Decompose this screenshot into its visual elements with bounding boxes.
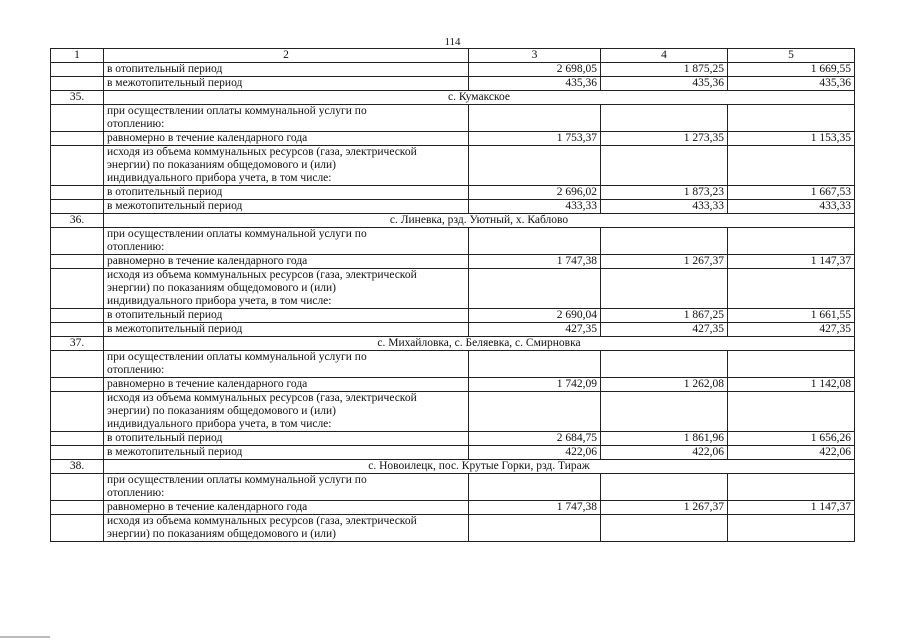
value-col-3: 1 747,38 xyxy=(469,255,601,269)
note-text xyxy=(104,351,469,378)
note-line: индивидуального прибора учета, в том числе: xyxy=(107,295,332,307)
value-col-5: 1 147,37 xyxy=(728,255,855,269)
number-cell xyxy=(51,351,104,378)
note-row xyxy=(51,228,855,255)
number-cell xyxy=(51,228,104,255)
header-cell: 2 xyxy=(104,49,469,63)
empty-value-cell xyxy=(601,351,728,378)
number-cell xyxy=(51,378,104,392)
value-col-5: 1 147,37 xyxy=(728,501,855,515)
table-row xyxy=(51,186,855,200)
note-line: энергии) по показаниям общедомового и (или) xyxy=(107,282,336,294)
note-line: энергии) по показаниям общедомового и (или) xyxy=(107,405,336,417)
note-line: отоплению: xyxy=(107,118,165,130)
row-label: в отопительный период xyxy=(104,63,469,77)
empty-value-cell xyxy=(601,392,728,432)
table-header-row xyxy=(51,49,855,63)
table-row xyxy=(51,77,855,91)
value-col-5: 1 656,26 xyxy=(728,432,855,446)
empty-value-cell xyxy=(601,146,728,186)
note-line: индивидуального прибора учета, в том числе: xyxy=(107,172,332,184)
number-cell xyxy=(51,515,104,542)
section-number: 36. xyxy=(51,214,104,228)
value-col-3: 2 696,02 xyxy=(469,186,601,200)
section-row xyxy=(51,91,855,105)
empty-value-cell xyxy=(728,146,855,186)
empty-value-cell xyxy=(469,392,601,432)
number-cell xyxy=(51,77,104,91)
note-line: индивидуального прибора учета, в том числе: xyxy=(107,418,332,430)
empty-value-cell xyxy=(469,269,601,309)
note-row xyxy=(51,105,855,132)
value-col-3: 422,06 xyxy=(469,446,601,460)
empty-value-cell xyxy=(728,474,855,501)
row-label: в межотопительный период xyxy=(104,323,469,337)
row-label: в межотопительный период xyxy=(104,77,469,91)
row-label: равномерно в течение календарного года xyxy=(104,501,469,515)
empty-value-cell xyxy=(469,474,601,501)
value-col-5: 1 667,53 xyxy=(728,186,855,200)
header-cell: 3 xyxy=(469,49,601,63)
empty-value-cell xyxy=(469,515,601,542)
note-text xyxy=(104,146,469,186)
row-label: равномерно в течение календарного года xyxy=(104,255,469,269)
empty-value-cell xyxy=(601,105,728,132)
row-label: в межотопительный период xyxy=(104,200,469,214)
section-number: 37. xyxy=(51,337,104,351)
value-col-4: 1 867,25 xyxy=(601,309,728,323)
table-row xyxy=(51,309,855,323)
note-line: при осуществлении оплаты коммунальной услуги по xyxy=(107,105,367,117)
table-row xyxy=(51,501,855,515)
empty-value-cell xyxy=(469,146,601,186)
value-col-5: 433,33 xyxy=(728,200,855,214)
value-col-4: 1 873,23 xyxy=(601,186,728,200)
number-cell xyxy=(51,432,104,446)
value-col-3: 1 747,38 xyxy=(469,501,601,515)
value-col-5: 435,36 xyxy=(728,77,855,91)
note-line: отоплению: xyxy=(107,487,165,499)
scan-edge-mark xyxy=(0,636,50,638)
value-col-4: 1 875,25 xyxy=(601,63,728,77)
value-col-5: 1 669,55 xyxy=(728,63,855,77)
value-col-5: 422,06 xyxy=(728,446,855,460)
table-row xyxy=(51,323,855,337)
section-row xyxy=(51,337,855,351)
table-row xyxy=(51,132,855,146)
empty-value-cell xyxy=(469,228,601,255)
empty-value-cell xyxy=(601,474,728,501)
value-col-4: 427,35 xyxy=(601,323,728,337)
number-cell xyxy=(51,446,104,460)
value-col-4: 1 262,08 xyxy=(601,378,728,392)
row-label: в отопительный период xyxy=(104,432,469,446)
row-label: в межотопительный период xyxy=(104,446,469,460)
note-text xyxy=(104,228,469,255)
value-col-5: 1 153,35 xyxy=(728,132,855,146)
number-cell xyxy=(51,200,104,214)
value-col-3: 427,35 xyxy=(469,323,601,337)
section-number: 38. xyxy=(51,460,104,474)
empty-value-cell xyxy=(728,228,855,255)
value-col-3: 2 698,05 xyxy=(469,63,601,77)
note-line: исходя из объема коммунальных ресурсов (газа, электрической xyxy=(107,146,417,158)
row-label: равномерно в течение календарного года xyxy=(104,132,469,146)
table-row xyxy=(51,378,855,392)
section-title: с. Линевка, рзд. Уютный, х. Каблово xyxy=(104,214,855,228)
number-cell xyxy=(51,501,104,515)
row-label: в отопительный период xyxy=(104,186,469,200)
header-cell: 5 xyxy=(728,49,855,63)
value-col-4: 1 267,37 xyxy=(601,501,728,515)
note-line: отоплению: xyxy=(107,241,165,253)
tariff-table xyxy=(50,48,855,542)
number-cell xyxy=(51,146,104,186)
tariff-table-body xyxy=(51,49,855,542)
number-cell xyxy=(51,186,104,200)
number-cell xyxy=(51,132,104,146)
page-number: 114 xyxy=(444,36,461,48)
value-col-3: 1 753,37 xyxy=(469,132,601,146)
value-col-3: 1 742,09 xyxy=(469,378,601,392)
value-col-3: 2 684,75 xyxy=(469,432,601,446)
empty-value-cell xyxy=(728,515,855,542)
header-cell: 1 xyxy=(51,49,104,63)
note-text xyxy=(104,269,469,309)
table-row xyxy=(51,446,855,460)
note-row xyxy=(51,146,855,186)
note-line: исходя из объема коммунальных ресурсов (газа, электрической xyxy=(107,269,417,281)
section-number: 35. xyxy=(51,91,104,105)
empty-value-cell xyxy=(728,105,855,132)
value-col-5: 1 661,55 xyxy=(728,309,855,323)
note-line: при осуществлении оплаты коммунальной услуги по xyxy=(107,228,367,240)
number-cell xyxy=(51,323,104,337)
note-text xyxy=(104,392,469,432)
note-line: исходя из объема коммунальных ресурсов (газа, электрической xyxy=(107,515,417,527)
number-cell xyxy=(51,309,104,323)
section-title: с. Новоилецк, пос. Крутые Горки, рзд. Тираж xyxy=(104,460,855,474)
number-cell xyxy=(51,63,104,77)
value-col-3: 2 690,04 xyxy=(469,309,601,323)
empty-value-cell xyxy=(469,351,601,378)
value-col-4: 433,33 xyxy=(601,200,728,214)
note-text xyxy=(104,515,469,542)
note-line: энергии) по показаниям общедомового и (или) xyxy=(107,159,336,171)
empty-value-cell xyxy=(728,392,855,432)
note-row xyxy=(51,351,855,378)
note-text xyxy=(104,474,469,501)
empty-value-cell xyxy=(601,269,728,309)
value-col-4: 1 267,37 xyxy=(601,255,728,269)
empty-value-cell xyxy=(469,105,601,132)
value-col-4: 435,36 xyxy=(601,77,728,91)
number-cell xyxy=(51,392,104,432)
note-text xyxy=(104,105,469,132)
note-line: энергии) по показаниям общедомового и (или) xyxy=(107,528,336,540)
value-col-5: 427,35 xyxy=(728,323,855,337)
value-col-5: 1 142,08 xyxy=(728,378,855,392)
row-label: равномерно в течение календарного года xyxy=(104,378,469,392)
number-cell xyxy=(51,105,104,132)
table-row xyxy=(51,63,855,77)
note-line: при осуществлении оплаты коммунальной услуги по xyxy=(107,351,367,363)
section-row xyxy=(51,460,855,474)
empty-value-cell xyxy=(601,515,728,542)
note-row xyxy=(51,392,855,432)
value-col-4: 422,06 xyxy=(601,446,728,460)
table-row xyxy=(51,255,855,269)
empty-value-cell xyxy=(601,228,728,255)
table-row xyxy=(51,200,855,214)
value-col-4: 1 273,35 xyxy=(601,132,728,146)
header-cell: 4 xyxy=(601,49,728,63)
table-row xyxy=(51,432,855,446)
number-cell xyxy=(51,269,104,309)
note-line: исходя из объема коммунальных ресурсов (газа, электрической xyxy=(107,392,417,404)
row-label: в отопительный период xyxy=(104,309,469,323)
empty-value-cell xyxy=(728,351,855,378)
section-title: с. Михайловка, с. Беляевка, с. Смирновка xyxy=(104,337,855,351)
value-col-3: 435,36 xyxy=(469,77,601,91)
note-line: при осуществлении оплаты коммунальной услуги по xyxy=(107,474,367,486)
section-title: с. Кумакское xyxy=(104,91,855,105)
number-cell xyxy=(51,255,104,269)
number-cell xyxy=(51,474,104,501)
note-line: отоплению: xyxy=(107,364,165,376)
section-row xyxy=(51,214,855,228)
note-row xyxy=(51,515,855,542)
note-row xyxy=(51,474,855,501)
empty-value-cell xyxy=(728,269,855,309)
value-col-4: 1 861,96 xyxy=(601,432,728,446)
value-col-3: 433,33 xyxy=(469,200,601,214)
note-row xyxy=(51,269,855,309)
